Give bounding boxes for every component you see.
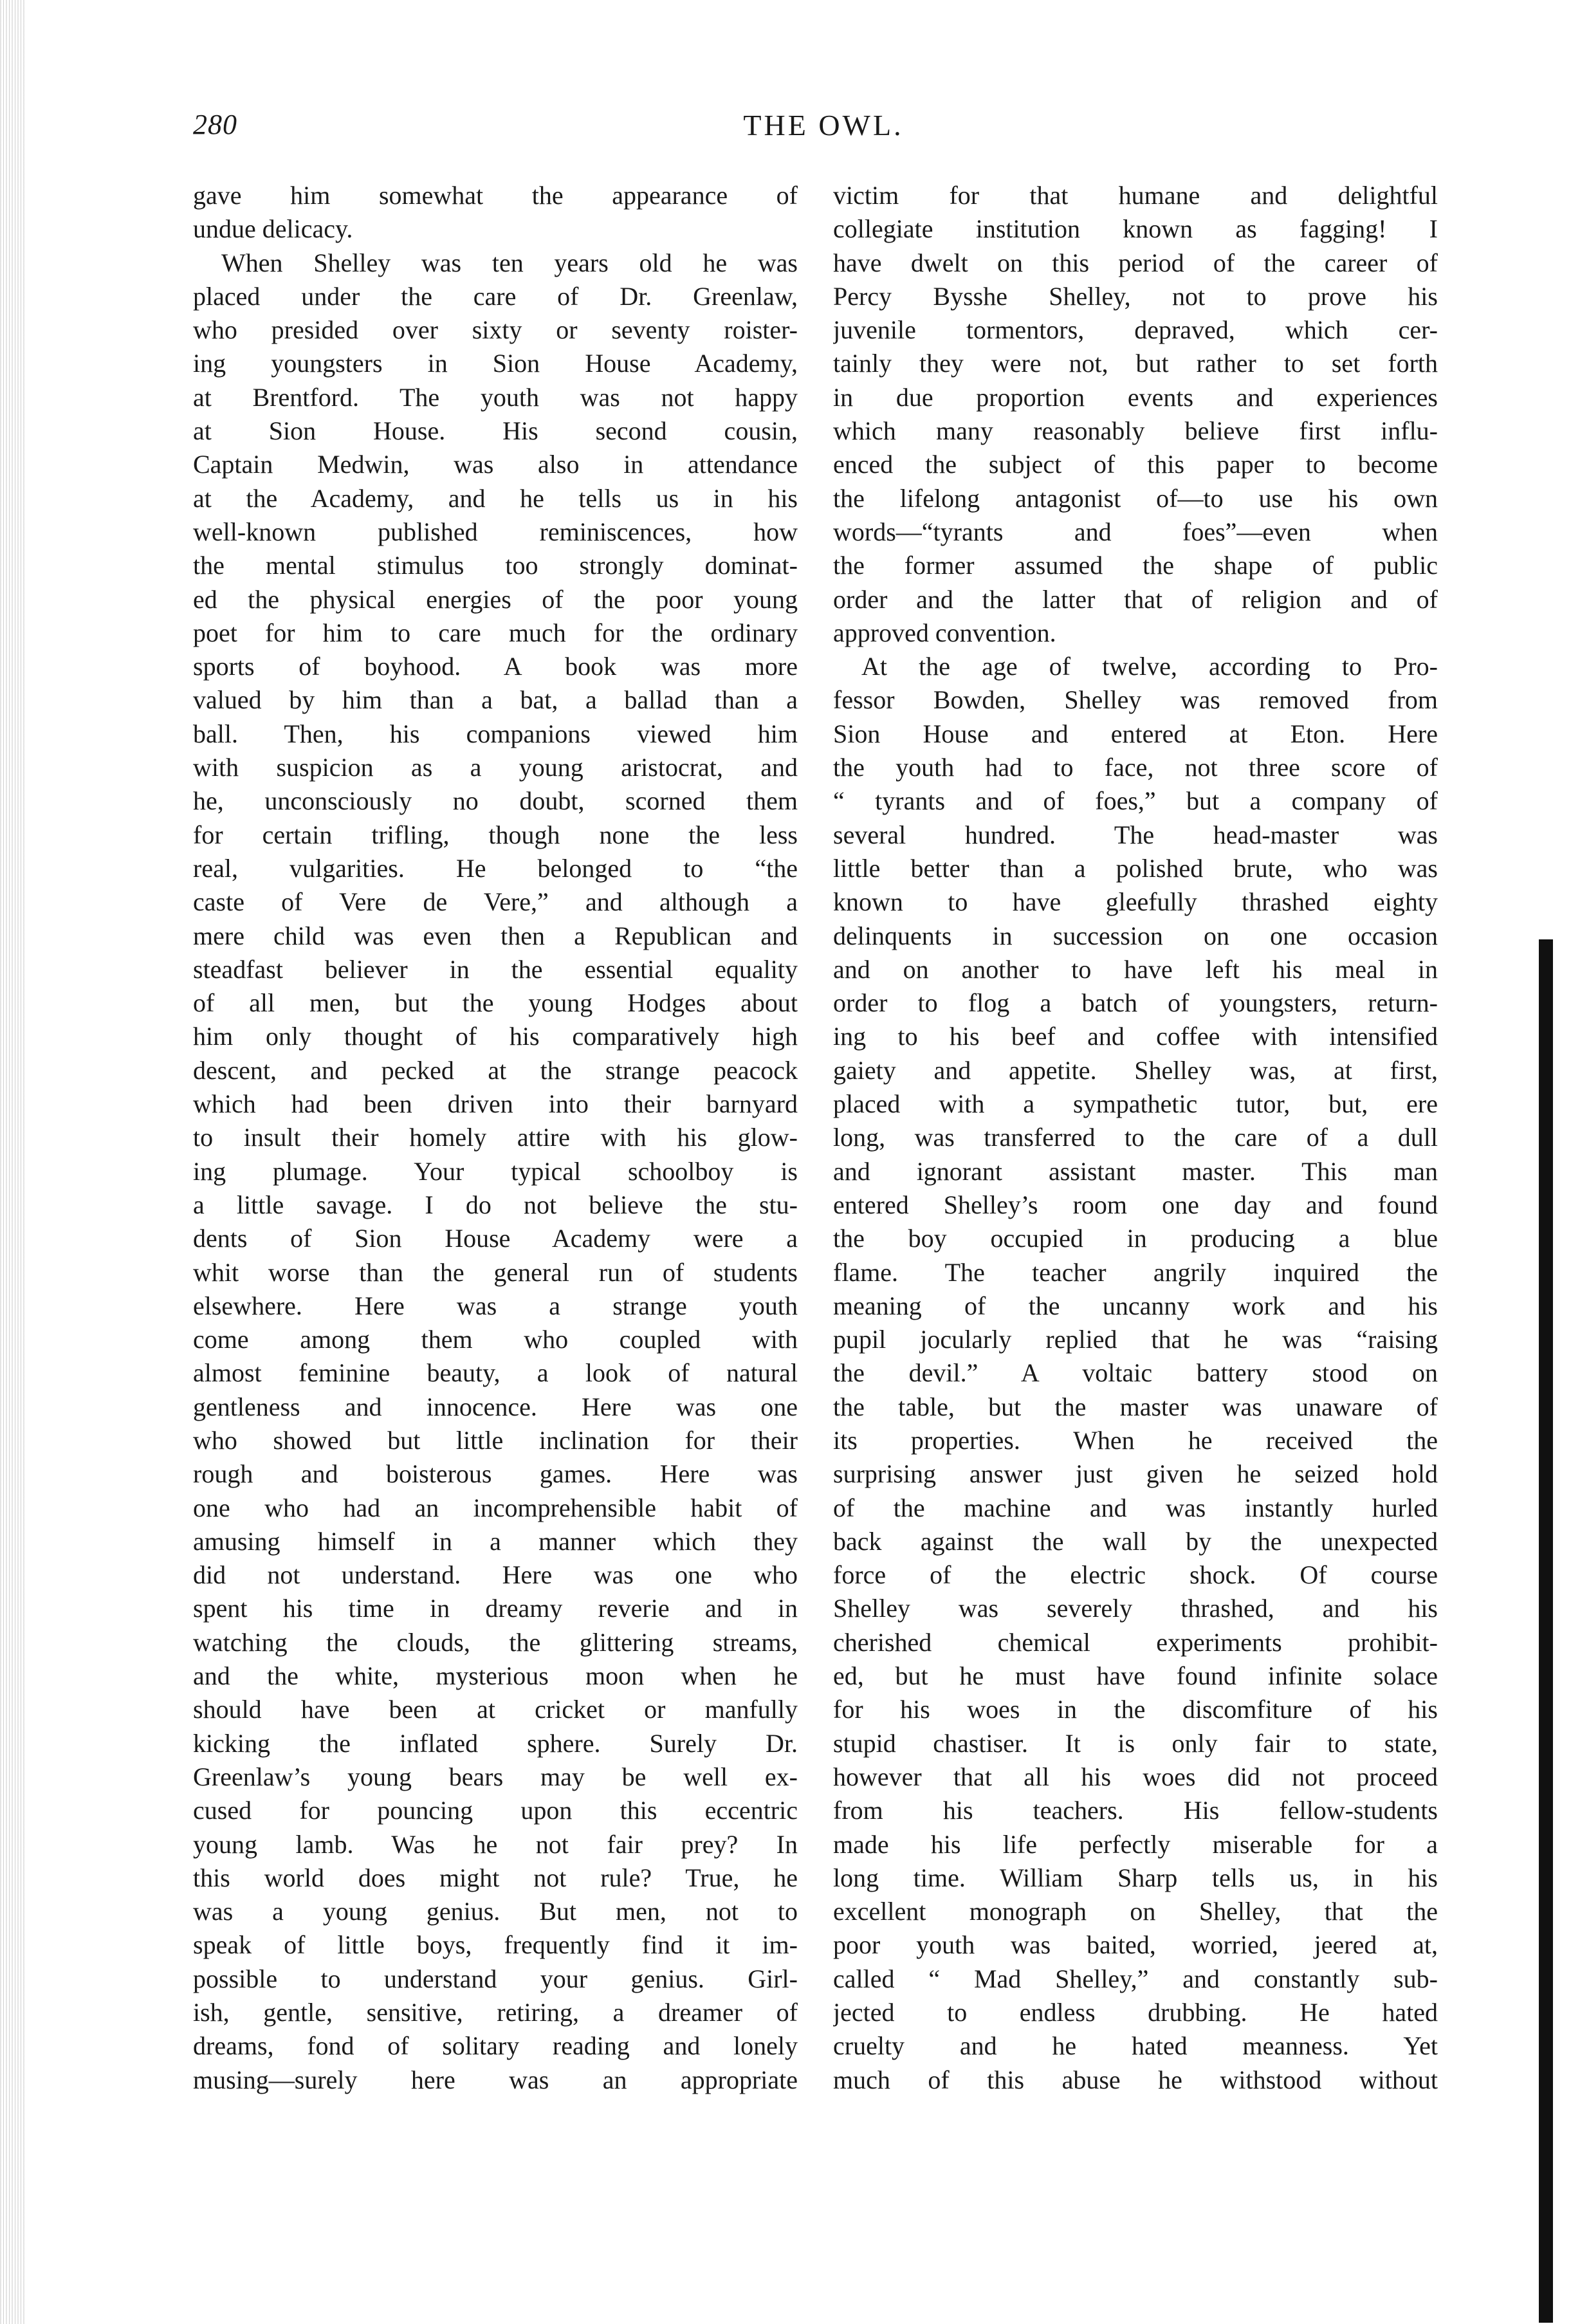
text-line: order to flog a batch of youngsters, return- [833,988,1438,1018]
text-line: its properties. When he received the [833,1425,1438,1455]
text-line: come among them who coupled with [193,1325,798,1354]
text-line: which had been driven into their barnyard [193,1089,798,1119]
text-line: fessor Bowden, Shelley was removed from [833,685,1438,715]
text-line: of the machine and was instantly hurled [833,1493,1438,1522]
text-line: At the age of twelve, according to Pro- [861,652,1438,681]
text-line: force of the electric shock. Of course [833,1560,1438,1590]
running-title: THE OWL. [743,109,904,142]
text-line: ball. Then, his companions viewed him [193,719,798,748]
text-line: Greenlaw’s young bears may be well ex- [193,1762,798,1791]
text-line: cruelty and he hated meanness. Yet [833,2031,1438,2061]
text-line: however that all his woes did not proceed [833,1762,1438,1791]
right-text-column [833,179,1438,2097]
text-line: little better than a polished brute, who was [833,853,1438,883]
text-line: a little savage. I do not believe the stu- [193,1190,798,1219]
text-line: in due proportion events and experiences [833,382,1438,412]
text-line: did not understand. Here was one who [193,1560,798,1590]
text-line: Sion House and entered at Eton. Here [833,719,1438,748]
text-line: young lamb. Was he not fair prey? In [193,1829,798,1859]
text-line: back against the wall by the unexpected [833,1526,1438,1556]
text-line: with suspicion as a young aristocrat, and [193,753,798,782]
text-line: entered Shelley’s room one day and found [833,1190,1438,1219]
text-line: long time. William Sharp tells us, in his [833,1863,1438,1892]
text-line: made his life perfectly miserable for a [833,1829,1438,1859]
text-line: victim for that humane and delightful [833,181,1438,210]
text-line: real, vulgarities. He belonged to “the [193,853,798,883]
text-line: watching the clouds, the glittering streams, [193,1627,798,1657]
text-line: “ tyrants and of foes,” but a company of [833,786,1438,816]
text-line: long, was transferred to the care of a dull [833,1123,1438,1152]
text-line: the former assumed the shape of public [833,551,1438,580]
text-line: known to have gleefully thrashed eighty [833,887,1438,917]
text-line: descent, and pecked at the strange peacock [193,1055,798,1085]
text-line: valued by him than a bat, a ballad than a [193,685,798,715]
text-line: at the Academy, and he tells us in his [193,483,798,513]
text-line: poet for him to care much for the ordinary [193,618,798,647]
text-line: rough and boisterous games. Here was [193,1459,798,1489]
text-line: elsewhere. Here was a strange youth [193,1291,798,1320]
text-line: kicking the inflated sphere. Surely Dr. [193,1728,798,1758]
text-line: gaiety and appetite. Shelley was, at first, [833,1055,1438,1085]
text-line: surprising answer just given he seized hold [833,1459,1438,1489]
text-line: placed under the care of Dr. Greenlaw, [193,281,798,311]
text-line: mere child was even then a Republican and [193,921,798,950]
text-line: steadfast believer in the essential equality [193,954,798,984]
text-line: the boy occupied in producing a blue [833,1224,1438,1253]
text-line: gave him somewhat the appearance of [193,181,798,210]
text-line: approved convention. [833,618,1056,647]
text-line: this world does might not rule? True, he [193,1863,798,1892]
text-line: and the white, mysterious moon when he [193,1661,798,1691]
text-line: pupil jocularly replied that he was “raising [833,1325,1438,1354]
text-line: words—“tyrants and foes”—even when [833,517,1438,546]
text-line: well-known published reminiscences, how [193,517,798,546]
text-line: almost feminine beauty, a look of natural [193,1358,798,1388]
scan-edge-bar [1539,939,1553,2323]
left-text-column [193,179,798,2097]
text-line: one who had an incomprehensible habit of [193,1493,798,1522]
text-line: to insult their homely attire with his glow- [193,1123,798,1152]
text-line: dreams, fond of solitary reading and lonely [193,2031,798,2061]
text-line: poor youth was baited, worried, jeered at, [833,1930,1438,1960]
text-line: Percy Bysshe Shelley, not to prove his [833,281,1438,311]
text-line: cherished chemical experiments prohibit- [833,1627,1438,1657]
text-line: the youth had to face, not three score of [833,753,1438,782]
text-line: speak of little boys, frequently find it im- [193,1930,798,1960]
text-line: possible to understand your genius. Girl- [193,1964,798,1993]
text-line: called “ Mad Shelley,” and constantly sub- [833,1964,1438,1993]
text-line: who showed but little inclination for their [193,1425,798,1455]
text-line: from his teachers. His fellow-students [833,1796,1438,1825]
text-line: meaning of the uncanny work and his [833,1291,1438,1320]
text-line: gentleness and innocence. Here was one [193,1392,798,1421]
text-line: dents of Sion House Academy were a [193,1224,798,1253]
text-line: excellent monograph on Shelley, that the [833,1897,1438,1926]
text-line: should have been at cricket or manfully [193,1695,798,1724]
text-line: placed with a sympathetic tutor, but, ere [833,1089,1438,1119]
text-line: the mental stimulus too strongly dominat- [193,551,798,580]
text-line: collegiate institution known as fagging! I [833,214,1438,244]
text-line: cused for pouncing upon this eccentric [193,1796,798,1825]
text-line: Shelley was severely thrashed, and his [833,1594,1438,1623]
text-line: was a young genius. But men, not to [193,1897,798,1926]
text-line: spent his time in dreamy reverie and in [193,1594,798,1623]
text-line: delinquents in succession on one occasion [833,921,1438,950]
text-line: flame. The teacher angrily inquired the [833,1257,1438,1287]
text-line: of all men, but the young Hodges about [193,988,798,1018]
text-line: have dwelt on this period of the career of [833,248,1438,277]
text-line: caste of Vere de Vere,” and although a [193,887,798,917]
text-line: for his woes in the discomfiture of his [833,1695,1438,1724]
text-line: several hundred. The head-master was [833,820,1438,849]
text-line: at Sion House. His second cousin, [193,416,798,446]
text-line: stupid chastiser. It is only fair to state, [833,1728,1438,1758]
text-line: ing plumage. Your typical schoolboy is [193,1156,798,1186]
text-line: the devil.” A voltaic battery stood on [833,1358,1438,1388]
page-number: 280 [193,109,237,140]
text-line: ed the physical energies of the poor young [193,584,798,614]
text-line: much of this abuse he withstood without [833,2065,1438,2094]
text-line: sports of boyhood. A book was more [193,652,798,681]
text-line: and ignorant assistant master. This man [833,1156,1438,1186]
text-line: ed, but he must have found infinite solace [833,1661,1438,1691]
text-line: order and the latter that of religion and of [833,584,1438,614]
text-line: for certain trifling, though none the less [193,820,798,849]
text-line: tainly they were not, but rather to set forth [833,349,1438,378]
text-line: jected to endless drubbing. He hated [833,1998,1438,2027]
text-line: ish, gentle, sensitive, retiring, a dreamer of [193,1998,798,2027]
text-line: When Shelley was ten years old he was [221,248,798,277]
text-line: undue delicacy. [193,214,353,244]
text-line: amusing himself in a manner which they [193,1526,798,1556]
text-line: the table, but the master was unaware of [833,1392,1438,1421]
text-line: which many reasonably believe first influ- [833,416,1438,446]
text-line: Captain Medwin, was also in attendance [193,450,798,479]
text-line: whit worse than the general run of students [193,1257,798,1287]
text-line: at Brentford. The youth was not happy [193,382,798,412]
text-line: and on another to have left his meal in [833,954,1438,984]
text-line: ing youngsters in Sion House Academy, [193,349,798,378]
text-line: musing—surely here was an appropriate [193,2065,798,2094]
text-line: him only thought of his comparatively high [193,1022,798,1051]
text-line: juvenile tormentors, depraved, which cer- [833,315,1438,345]
text-line: ing to his beef and coffee with intensified [833,1022,1438,1051]
text-line: enced the subject of this paper to become [833,450,1438,479]
page-header [193,108,1454,153]
text-line: who presided over sixty or seventy roister- [193,315,798,345]
text-line: he, unconsciously no doubt, scorned them [193,786,798,816]
text-line: the lifelong antagonist of—to use his own [833,483,1438,513]
page-binding-edge [0,0,26,2324]
